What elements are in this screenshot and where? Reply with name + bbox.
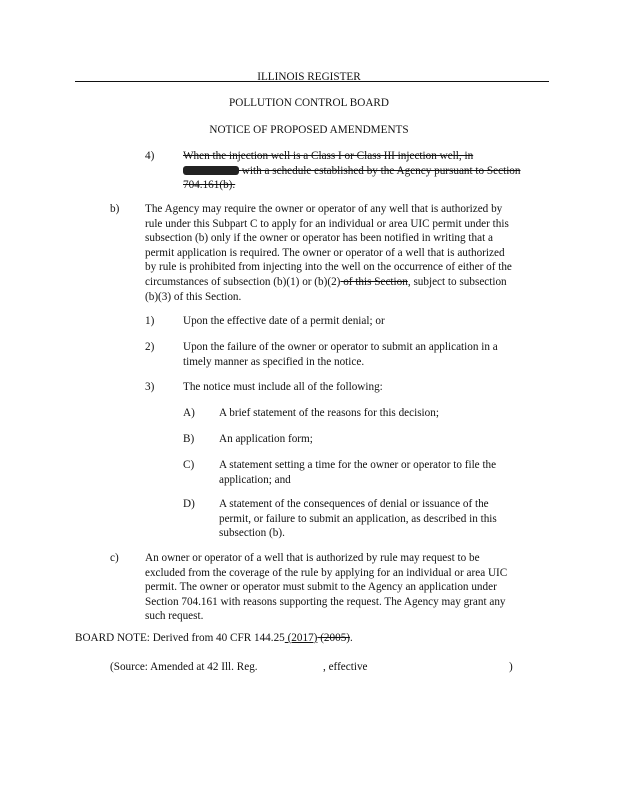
- subsection-c-text: [145, 551, 550, 624]
- added-text: (2017): [284, 632, 318, 644]
- item-3-text: The notice must include all of the following:: [183, 381, 383, 393]
- source-close: ): [509, 661, 513, 673]
- item-4-line: When the injection well is a Class I or Class III injection well, in: [183, 150, 474, 162]
- subsection-c-line: excluded from the coverage of the rule by applying for an individual or area UIC: [145, 566, 508, 579]
- notice-title: NOTICE OF PROPOSED AMENDMENTS: [209, 124, 409, 136]
- item-4-label: 4): [145, 150, 155, 162]
- source-prefix: (Source: Amended at 42 Ill. Reg.: [110, 661, 258, 673]
- subsection-b-line: (b)(3) of this Section.: [145, 290, 242, 303]
- item-4-line: 704.161(b).: [183, 179, 236, 192]
- item-C-label: C): [183, 459, 195, 471]
- item-4-line: with a schedule established by the Agency pursuant to Section: [183, 164, 553, 179]
- redaction-mark: [183, 166, 239, 175]
- item-C-text: A statement setting a time for the owner or operator to file the application; and: [219, 459, 497, 486]
- subsection-b-line: subsection (b) only if the owner or operator has been notified in writing that a: [145, 232, 493, 245]
- subsection-b-label: b): [110, 203, 120, 215]
- subsection-c-line: permit. The owner or operator must submit to the Agency an application under: [145, 581, 497, 594]
- subsection-c-line: An owner or operator of a well that is authorized by rule may request to be: [145, 552, 480, 564]
- item-A-label: A): [183, 407, 195, 419]
- register-title: ILLINOIS REGISTER: [257, 71, 361, 83]
- header-rule: [75, 81, 549, 82]
- subsection-b-line: rule under this Subpart C to apply for an individual or area UIC permit under this: [145, 217, 509, 230]
- item-A-text: A brief statement of the reasons for this decision;: [219, 407, 439, 419]
- item-2-label: 2): [145, 341, 155, 353]
- deleted-text: (2005): [317, 632, 351, 644]
- item-D-label: D): [183, 498, 195, 510]
- item-2-text: Upon the failure of the owner or operator to submit an application in a timely manner as specified in the notice.: [183, 341, 498, 368]
- subsection-c-label: c): [110, 552, 119, 564]
- source-effective: , effective: [323, 661, 368, 673]
- subsection-b-line: circumstances of subsection (b)(1) or (b)(2) of this Section, subject to subsection: [145, 275, 507, 288]
- subsection-c-line: such request.: [145, 610, 204, 623]
- subsection-b-line: by rule is prohibited from injecting into the well on the occurrence of either of the: [145, 261, 512, 274]
- subsection-c-line: Section 704.161 with reasons supporting the request. The Agency may grant any: [145, 595, 506, 608]
- item-3-label: 3): [145, 381, 155, 393]
- item-1-text: Upon the effective date of a permit denial; or: [183, 315, 385, 327]
- item-4-text: [183, 149, 553, 193]
- subsection-b-line: permit application is required. The owner or operator of a well that is authorized: [145, 246, 505, 259]
- item-D-text: A statement of the consequences of denial or issuance of the permit, or failure to submit an application, as described in this subsection (b).: [219, 498, 497, 540]
- item-1-label: 1): [145, 315, 155, 327]
- subsection-b-line: The Agency may require the owner or operator of any well that is authorized by: [145, 203, 503, 215]
- board-title: POLLUTION CONTROL BOARD: [229, 97, 389, 109]
- deleted-text: of this Section: [340, 275, 408, 288]
- subsection-b-text: [145, 202, 550, 304]
- board-note: BOARD NOTE: Derived from 40 CFR 144.25 (2017) (2005).: [75, 632, 353, 644]
- item-B-label: B): [183, 433, 195, 445]
- item-B-text: An application form;: [219, 433, 313, 445]
